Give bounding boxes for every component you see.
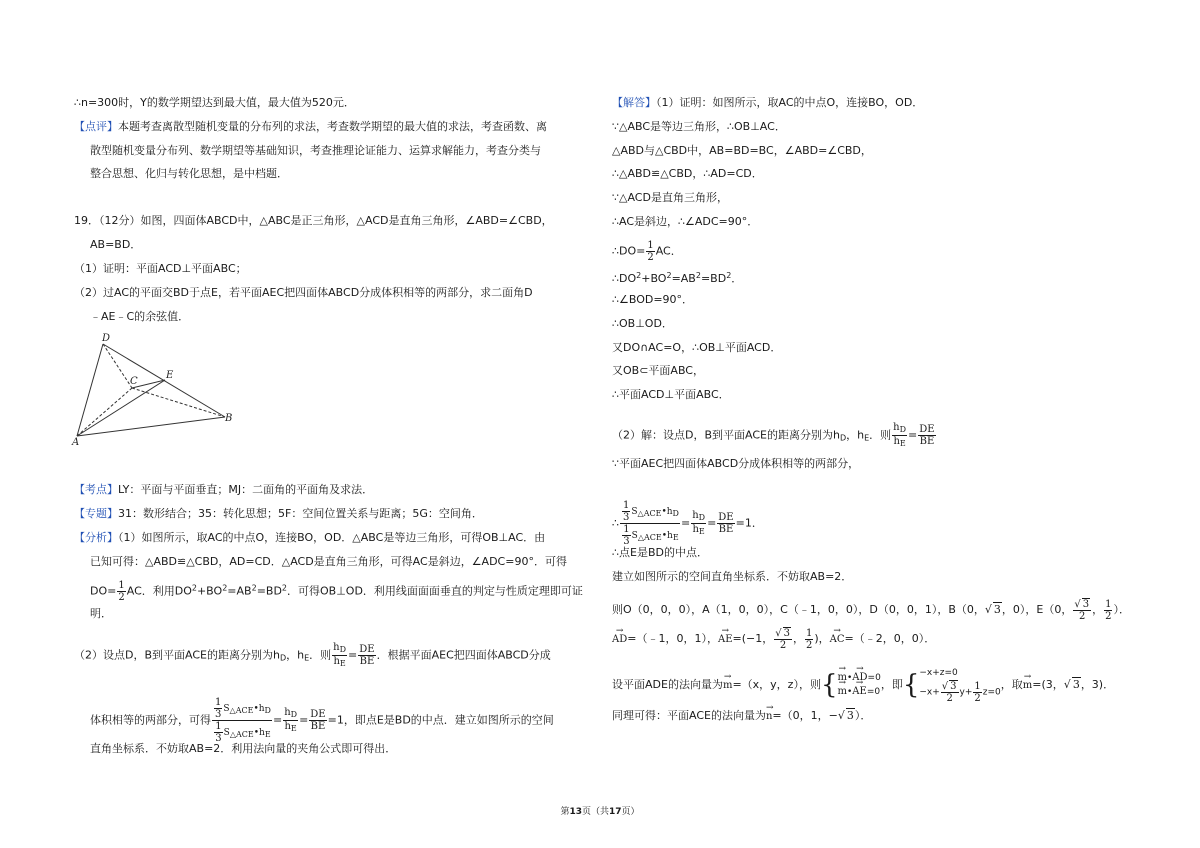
label-a: A <box>72 437 80 448</box>
fenxi-line-2: 已知可得：△ABD≌△CBD，AD=CD．△ACD是直角三角形，可得AC是斜边，∠ADC=90°．可得 <box>90 555 567 568</box>
vector-m: → m <box>723 679 732 693</box>
question-19-part-2b: ﹣AE﹣C的余弦值． <box>90 310 190 323</box>
question-19-part-1: （1）证明：平面ACD⊥平面ABC； <box>74 262 247 275</box>
equation-system-2: −x+z=0 −x+ $\frac{√ 3}{2}$ y+ $\frac{1}{2}$ z=0 <box>919 668 1001 704</box>
answer-line-15: ∵平面AEC把四面体ABCD分成体积相等的两部分， <box>612 457 860 470</box>
question-19-part-2a: （2）过AC的平面交BD于点E，若平面AEC把四面体ABCD分成体积相等的两部分，求二面角D <box>74 286 533 299</box>
page-number: 13 <box>569 807 582 817</box>
label-b: B <box>225 413 233 424</box>
page-total: 17 <box>609 807 622 817</box>
answer-line-11: 又DO∩AC=O，∴OB⊥平面ACD． <box>612 341 782 354</box>
kaodian-tag: 【考点】 <box>74 483 118 496</box>
answer-line-2: ∵△ABC是等边三角形，∴OB⊥AC． <box>612 120 786 133</box>
answer-line-17: ∴点E是BD的中点． <box>612 546 708 559</box>
answer-line-4: ∴△ABD≌△CBD，∴AD=CD． <box>612 167 763 180</box>
answer-line-19: 则O（0，0，0），A（1，0，0），C（﹣1，0，0），D（0，0，1），B（0，√ 3，0），E（0， $\frac{√ 3}{2}$ ， $\frac{1}{2}$ ）． <box>612 598 1130 622</box>
frac-one-half-r: $\frac{1}{2}$ <box>647 240 654 263</box>
tetrahedron-figure <box>70 330 240 450</box>
answer-line-22: 同理可得：平面ACE的法向量为→ n=（0，1，−√ 3）． <box>612 708 871 724</box>
review-line-2: 散型随机变量分布列、数学期望等基础知识，考查推理论证能力、运算求解能力，考查分类与 <box>90 144 541 157</box>
answer-line-10: ∴OB⊥OD． <box>612 317 673 330</box>
vector-n: → n <box>766 710 772 724</box>
label-c: C <box>130 376 138 387</box>
vector-ad: → AD <box>612 633 627 647</box>
answer-line-13: ∴平面ACD⊥平面ABC． <box>612 388 730 401</box>
vector-ae: → AE <box>718 633 733 647</box>
answer-line-18: 建立如图所示的空间直角坐标系．不妨取AB=2． <box>612 570 853 583</box>
edge-dc <box>103 344 132 388</box>
answer-line-6: ∴AC是斜边，∴∠ADC=90°． <box>612 215 759 228</box>
fenxi-line-7: 直角坐标系．不妨取AB=2．利用法向量的夹角公式即可得出． <box>90 742 397 755</box>
answer-line-20: → AD=（﹣1，0，1），→ AE=(−1， $\frac{√ 3}{2}$ ， $\frac{1}{2}$ )，→ AC=（﹣2，0，0）． <box>612 627 935 651</box>
page-footer: 第13页（共17页） <box>560 807 640 817</box>
zhuanti-line: 【专题】31：数形结合；35：转化思想；5F：空间位置关系与距离；5G：空间角． <box>74 507 483 520</box>
zhuanti-tag: 【专题】 <box>74 507 118 520</box>
conclusion-line: ∴n=300时，Y的数学期望达到最大值，最大值为520元． <box>74 96 355 109</box>
review-tag: 【点评】 <box>74 120 118 133</box>
answer-line-16: ∴ $\frac{1}{3}$ S△ACE•hD $\frac{1}{3}$ S△ACE•hE = $\frac{h_D}{h_E}$ = $\frac{DE}{BE}$ =1． <box>612 500 763 547</box>
frac-hd-he: $\frac{h_D}{h_E}$ <box>333 642 347 668</box>
review-line-1: 【点评】本题考查离散型随机变量的分布列的求法，考查数学期望的最大值的求法，考查函数、离 <box>74 120 547 133</box>
label-d: D <box>102 333 111 344</box>
fenxi-tag: 【分析】 <box>74 531 118 544</box>
jieda-tag: 【解答】 <box>612 96 656 109</box>
frac-one-half: $\frac{1}{2}$ <box>118 580 125 603</box>
frac-volume-ratio: $\frac{1}{3}$ S△ACE•hD $\frac{1}{3}$ S△ACE•hE <box>212 697 272 744</box>
fenxi-line-1: 【分析】（1）如图所示，取AC的中点O，连接BO，OD．△ABC是等边三角形，可得OB⊥AC．由 <box>74 531 546 544</box>
kaodian-line: 【考点】LY：平面与平面垂直；MJ：二面角的平面角及求法． <box>74 483 374 496</box>
answer-line-7: ∴DO= $\frac{1}{2}$ AC． <box>612 240 682 263</box>
question-19-line-2: AB=BD． <box>90 238 142 251</box>
answer-line-21: 设平面ADE的法向量为→ m=（x，y，z），则{ → m•→ AD=0 → m•→ AE=0 ，即{ −x+z=0 −x+ $\frac{√ 3}{2}$ y+ $\frac{1}{2}$ z=0 ，取→ m=(3，√ 3，3)． <box>612 666 1114 704</box>
answer-line-9: ∴∠BOD=90°． <box>612 293 694 306</box>
answer-line-1: 【解答】（1）证明：如图所示，取AC的中点O，连接BO，OD． <box>612 96 924 109</box>
answer-line-3: △ABD与△CBD中，AB=BD=BC，∠ABD=∠CBD， <box>612 144 872 157</box>
fenxi-line-6: 体积相等的两部分，可得 $\frac{1}{3}$ S△ACE•hD $\frac{1}{3}$ S△ACE•hE = $\frac{h_D}{h_E}$ = $\frac{DE}{BE}$ =1，即点E是BD的中点．建立如图所示的空间 <box>90 697 554 744</box>
equation-system-1: → m•→ AD=0 → m•→ AE=0 <box>838 671 881 699</box>
edge-ab <box>77 417 225 436</box>
answer-line-12: 又OB⊂平面ABC， <box>612 364 704 377</box>
answer-line-8: $\therefore DO^2+BO^2=AB^2=BD^2$． <box>612 271 743 285</box>
question-19-line-1: 19．（12分）如图，四面体ABCD中，△ABC是正三角形，△ACD是直角三角形，∠ABD=∠CBD， <box>74 214 553 227</box>
fenxi-line-3: DO= $\frac{1}{2}$ AC．利用$DO^2+BO^2=AB^2=BD^2$．可得OB⊥OD．利用线面面面垂直的判定与性质定理即可证 <box>90 580 583 603</box>
vector-ac: → AC <box>830 633 845 647</box>
edge-ac <box>77 388 132 436</box>
fenxi-line-4: 明． <box>90 607 112 620</box>
answer-line-5: ∵△ACD是直角三角形， <box>612 191 728 204</box>
frac-de-be: $\frac{DE}{BE}$ <box>359 644 375 667</box>
review-line-3: 整合思想、化归与转化思想，是中档题． <box>90 167 288 180</box>
frac-volume-ratio-r: $\frac{1}{3}$ S△ACE•hD $\frac{1}{3}$ S△ACE•hE <box>620 500 680 547</box>
answer-line-14: （2）解：设点D，B到平面ACE的距离分别为$h_D$，$h_E$．则 $\frac{h_D}{h_E}$ = $\frac{DE}{BE}$ <box>612 422 935 448</box>
label-e: E <box>166 370 174 381</box>
fenxi-line-5: （2）设点D，B到平面ACE的距离分别为$h_D$，$h_E$．则 $\frac{h_D}{h_E}$ = $\frac{DE}{BE}$ ．根据平面AEC把四面体ABCD分成 <box>74 642 551 668</box>
